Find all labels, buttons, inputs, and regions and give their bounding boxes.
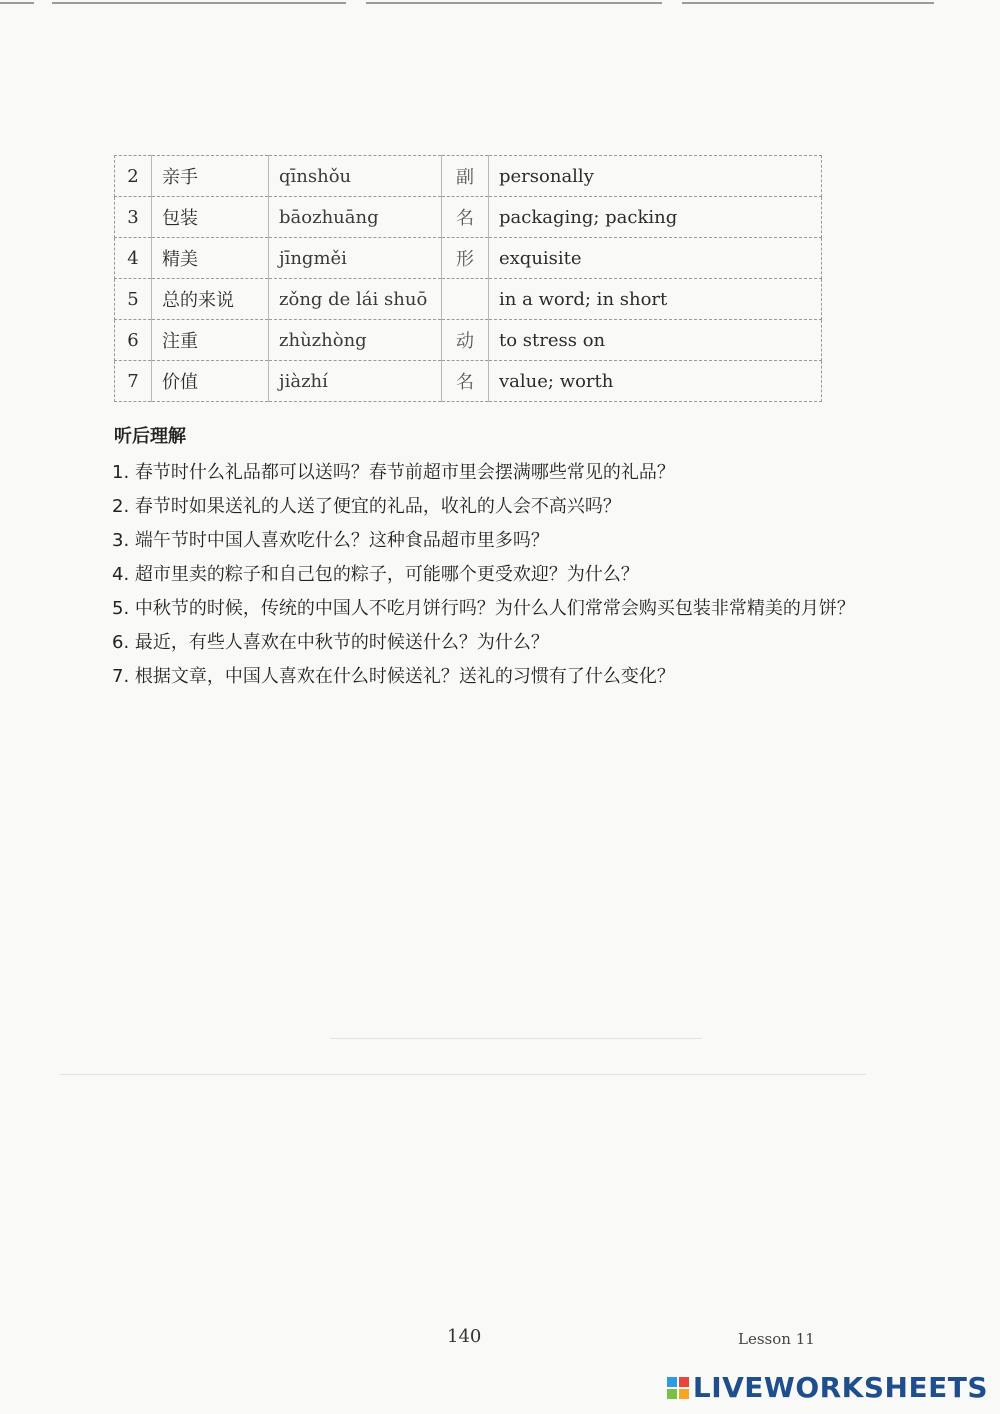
vocab-number: 6 xyxy=(115,320,152,361)
vocab-english: personally xyxy=(489,156,822,197)
liveworksheets-logo-icon xyxy=(667,1377,689,1399)
question-item: 5. 中秋节的时候，传统的中国人不吃月饼行吗？为什么人们常常会购买包装非常精美的月饼？ xyxy=(112,598,855,619)
vocab-hanzi: 价值 xyxy=(152,361,269,402)
vocab-number: 7 xyxy=(115,361,152,402)
vocab-english: packaging; packing xyxy=(489,197,822,238)
vocab-pinyin: jiàzhí xyxy=(269,361,442,402)
vocab-part-of-speech: 副 xyxy=(442,156,489,197)
question-item: 1. 春节时什么礼品都可以送吗？春节前超市里会摆满哪些常见的礼品？ xyxy=(112,462,675,483)
vocab-row xyxy=(115,156,822,197)
logo-square-green xyxy=(667,1389,677,1399)
vocab-hanzi: 总的来说 xyxy=(152,279,269,320)
vocab-row xyxy=(115,361,822,402)
top-rule-3 xyxy=(366,2,662,4)
logo-square-blue xyxy=(667,1377,677,1387)
vocab-part-of-speech: 名 xyxy=(442,197,489,238)
vocab-number: 2 xyxy=(115,156,152,197)
vocab-part-of-speech: 名 xyxy=(442,361,489,402)
lesson-label: Lesson 11 xyxy=(738,1330,815,1348)
vocab-number: 4 xyxy=(115,238,152,279)
top-rule-4 xyxy=(682,2,934,4)
vocab-hanzi: 包装 xyxy=(152,197,269,238)
faint-rule xyxy=(60,1074,866,1075)
vocab-pinyin: zǒng de lái shuō xyxy=(269,279,442,320)
vocab-pinyin: zhùzhòng xyxy=(269,320,442,361)
question-list xyxy=(112,456,872,694)
vocab-hanzi: 注重 xyxy=(152,320,269,361)
brand-name: LIVEWORKSHEETS xyxy=(692,1371,988,1404)
page-number: 140 xyxy=(447,1326,482,1347)
vocab-english: value; worth xyxy=(489,361,822,402)
vocab-part-of-speech: 动 xyxy=(442,320,489,361)
vocab-hanzi: 亲手 xyxy=(152,156,269,197)
top-rule-2 xyxy=(52,2,346,4)
vocab-pinyin: jīngměi xyxy=(269,238,442,279)
faint-rule xyxy=(330,1038,702,1039)
logo-square-red xyxy=(679,1377,689,1387)
vocab-pinyin: qīnshǒu xyxy=(269,156,442,197)
vocab-pinyin: bāozhuāng xyxy=(269,197,442,238)
vocab-part-of-speech: 形 xyxy=(442,238,489,279)
vocabulary-table xyxy=(114,155,822,402)
vocab-english: in a word; in short xyxy=(489,279,822,320)
vocab-number: 5 xyxy=(115,279,152,320)
vocab-english: to stress on xyxy=(489,320,822,361)
vocab-row xyxy=(115,320,822,361)
question-item: 3. 端午节时中国人喜欢吃什么？这种食品超市里多吗？ xyxy=(112,530,549,551)
top-rule-1 xyxy=(0,2,34,4)
vocab-part-of-speech xyxy=(442,279,489,320)
question-item: 6. 最近，有些人喜欢在中秋节的时候送什么？为什么？ xyxy=(112,632,549,653)
question-item: 2. 春节时如果送礼的人送了便宜的礼品，收礼的人会不高兴吗？ xyxy=(112,496,621,517)
question-item: 7. 根据文章，中国人喜欢在什么时候送礼？送礼的习惯有了什么变化？ xyxy=(112,666,675,687)
logo-square-orange xyxy=(679,1389,689,1399)
vocab-hanzi: 精美 xyxy=(152,238,269,279)
vocab-row xyxy=(115,197,822,238)
vocab-number: 3 xyxy=(115,197,152,238)
vocab-row xyxy=(115,279,822,320)
vocab-english: exquisite xyxy=(489,238,822,279)
liveworksheets-brand xyxy=(667,1371,988,1404)
vocab-row xyxy=(115,238,822,279)
section-title: 听后理解 xyxy=(114,426,186,447)
question-item: 4. 超市里卖的粽子和自己包的粽子，可能哪个更受欢迎？为什么？ xyxy=(112,564,639,585)
